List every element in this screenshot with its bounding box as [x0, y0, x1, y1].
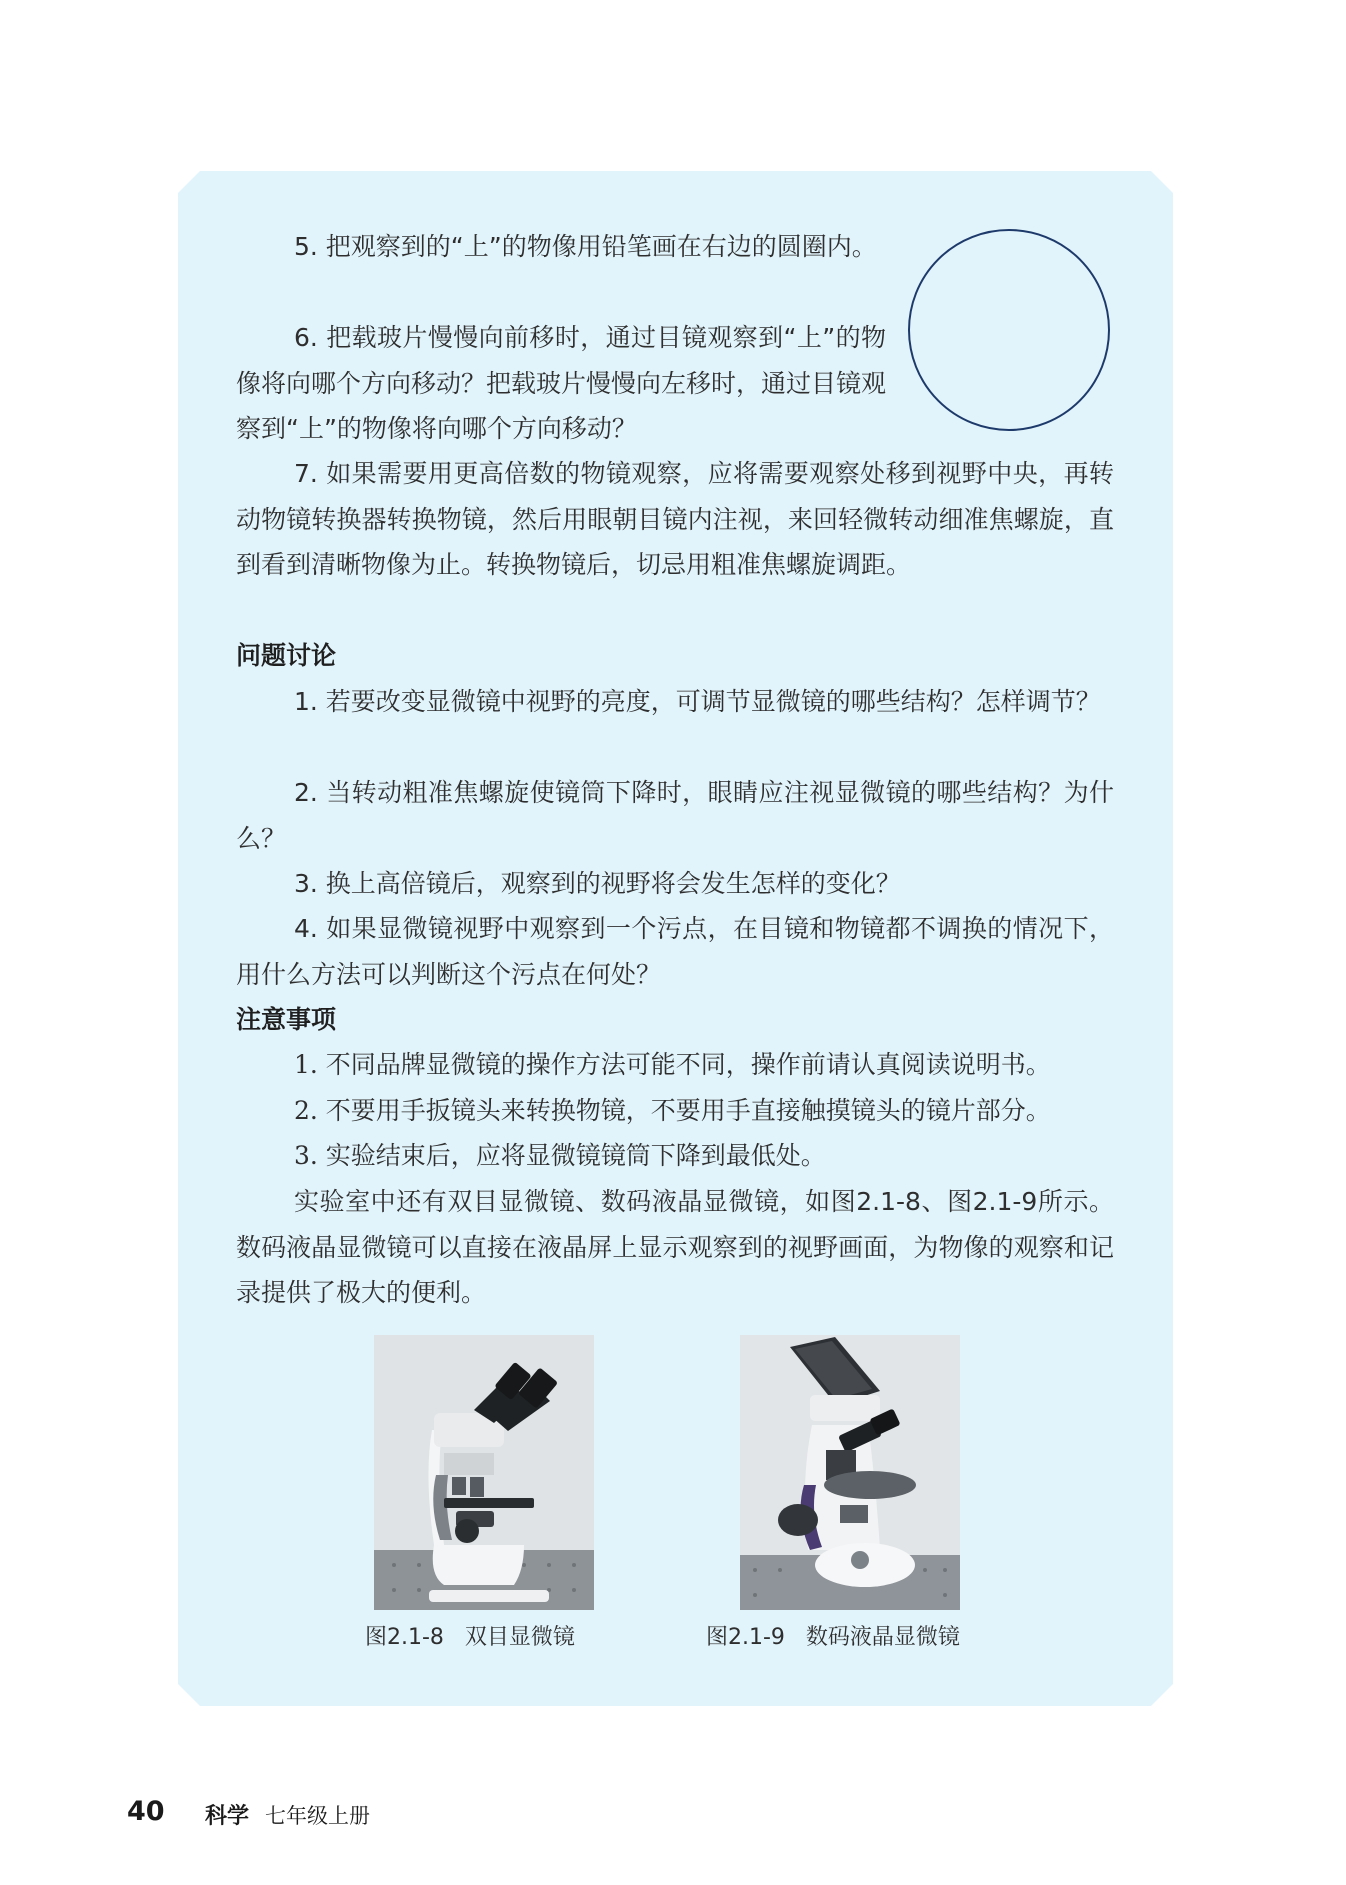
- question-2: 2. 当转动粗准焦螺旋使镜筒下降时，眼睛应注视显微镜的哪些结构？为什么？: [236, 778, 1114, 853]
- figure-caption-2-1-8: 图2.1-8 双目显微镜: [365, 1625, 575, 1650]
- footer-subject: 科学: [205, 1804, 250, 1829]
- note-1: 1. 不同品牌显微镜的操作方法可能不同，操作前请认真阅读说明书。: [294, 1050, 1051, 1079]
- binocular-microscope-photo: [374, 1335, 594, 1610]
- note-2: 2. 不要用手扳镜头来转换物镜，不要用手直接触摸镜头的镜片部分。: [294, 1096, 1051, 1125]
- question-3: 3. 换上高倍镜后，观察到的视野将会发生怎样的变化？: [294, 869, 901, 898]
- closing-paragraph: 实验室中还有双目显微镜、数码液晶显微镜，如图2.1-8、图2.1-9所示。数码液晶显微镜可以直接在液晶屏上显示观察到的视野画面，为物像的观察和记录提供了极大的便利。: [236, 1187, 1114, 1307]
- figure-caption-2-1-9: 图2.1-9 数码液晶显微镜: [706, 1625, 960, 1650]
- question-4: 4. 如果显微镜视野中观察到一个污点，在目镜和物镜都不调换的情况下，用什么方法可以判断这个污点在何处？: [236, 914, 1114, 989]
- note-3: 3. 实验结束后，应将显微镜镜筒下降到最低处。: [294, 1141, 826, 1170]
- step-7: 7. 如果需要用更高倍数的物镜观察，应将需要观察处移到视野中央，再转动物镜转换器转换物镜，然后用眼朝目镜内注视，来回轻微转动细准焦螺旋，直到看到清晰物像为止。转换物镜后，切忌用粗准焦螺旋调距。: [236, 459, 1114, 579]
- page-number: 40: [127, 1796, 165, 1827]
- drawing-circle: [908, 229, 1110, 431]
- footer-grade: 七年级上册: [265, 1804, 370, 1828]
- digital-lcd-microscope-photo: [740, 1335, 960, 1610]
- step-5: 5. 把观察到的“上”的物像用铅笔画在右边的圆圈内。: [294, 232, 877, 261]
- notes-heading: 注意事项: [236, 1005, 337, 1034]
- step-6: 6. 把载玻片慢慢向前移时，通过目镜观察到“上”的物像将向哪个方向移动？把载玻片慢慢向左移时，通过目镜观察到“上”的物像将向哪个方向移动？: [236, 323, 887, 443]
- question-1: 1. 若要改变显微镜中视野的亮度，可调节显微镜的哪些结构？怎样调节？: [294, 687, 1101, 716]
- discussion-heading: 问题讨论: [236, 641, 337, 670]
